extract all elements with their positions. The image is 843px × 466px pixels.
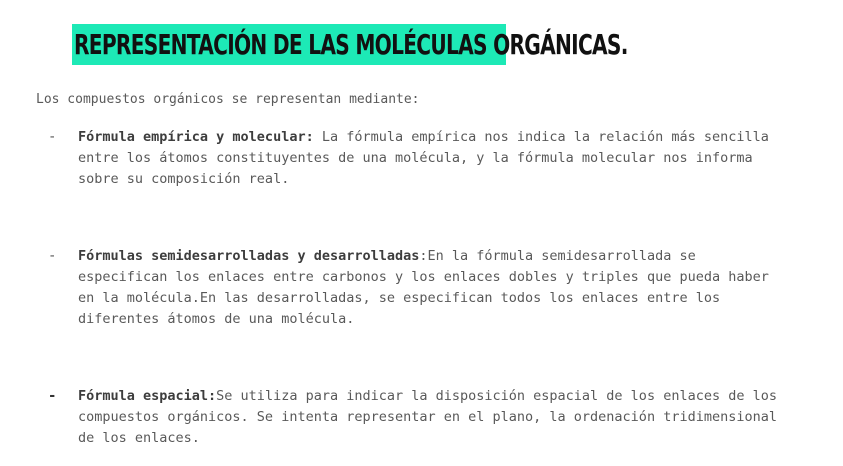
bullet-dash: - xyxy=(48,248,57,264)
list-item-description: :En la fórmula semidesarrollada se especifican los enlaces entre carbonos y los enlaces dobles y triples que pueda haber en la molécula.En las desarrolladas, se especifican todos los enlaces entre los diferentes átomos de una molécula. xyxy=(78,248,769,327)
bullet-dash: - xyxy=(48,388,57,404)
bullet-dash: - xyxy=(48,129,57,145)
intro-text: Los compuestos orgánicos se representan mediante: xyxy=(36,92,420,107)
list-item-empirical-formula xyxy=(48,127,788,190)
list-item-description: La fórmula empírica nos indica la relación más sencilla entre los átomos constituyentes de una molécula, y la fórmula molecular nos informa sobre su composición real. xyxy=(78,129,769,187)
list-item-spatial-formula xyxy=(48,386,788,449)
list-item-description: Se utiliza para indicar la disposición espacial de los enlaces de los compuestos orgánicos. Se intenta representar en el plano, la ordenación tridimensional de los enlaces. xyxy=(78,388,777,446)
list-item-term: Fórmulas semidesarrolladas y desarrolladas xyxy=(78,248,420,264)
list-item-text xyxy=(78,386,788,449)
slide-title-highlight xyxy=(72,24,628,65)
list-item-developed-formulas xyxy=(48,246,788,330)
list-item-term: Fórmula empírica y molecular: xyxy=(78,129,314,145)
slide-title: REPRESENTACIÓN DE LAS MOLÉCULAS ORGÁNICAS. xyxy=(74,28,628,61)
list-item-text xyxy=(78,127,788,190)
list-item-term: Fórmula espacial: xyxy=(78,388,217,404)
list-item-text xyxy=(78,246,788,330)
